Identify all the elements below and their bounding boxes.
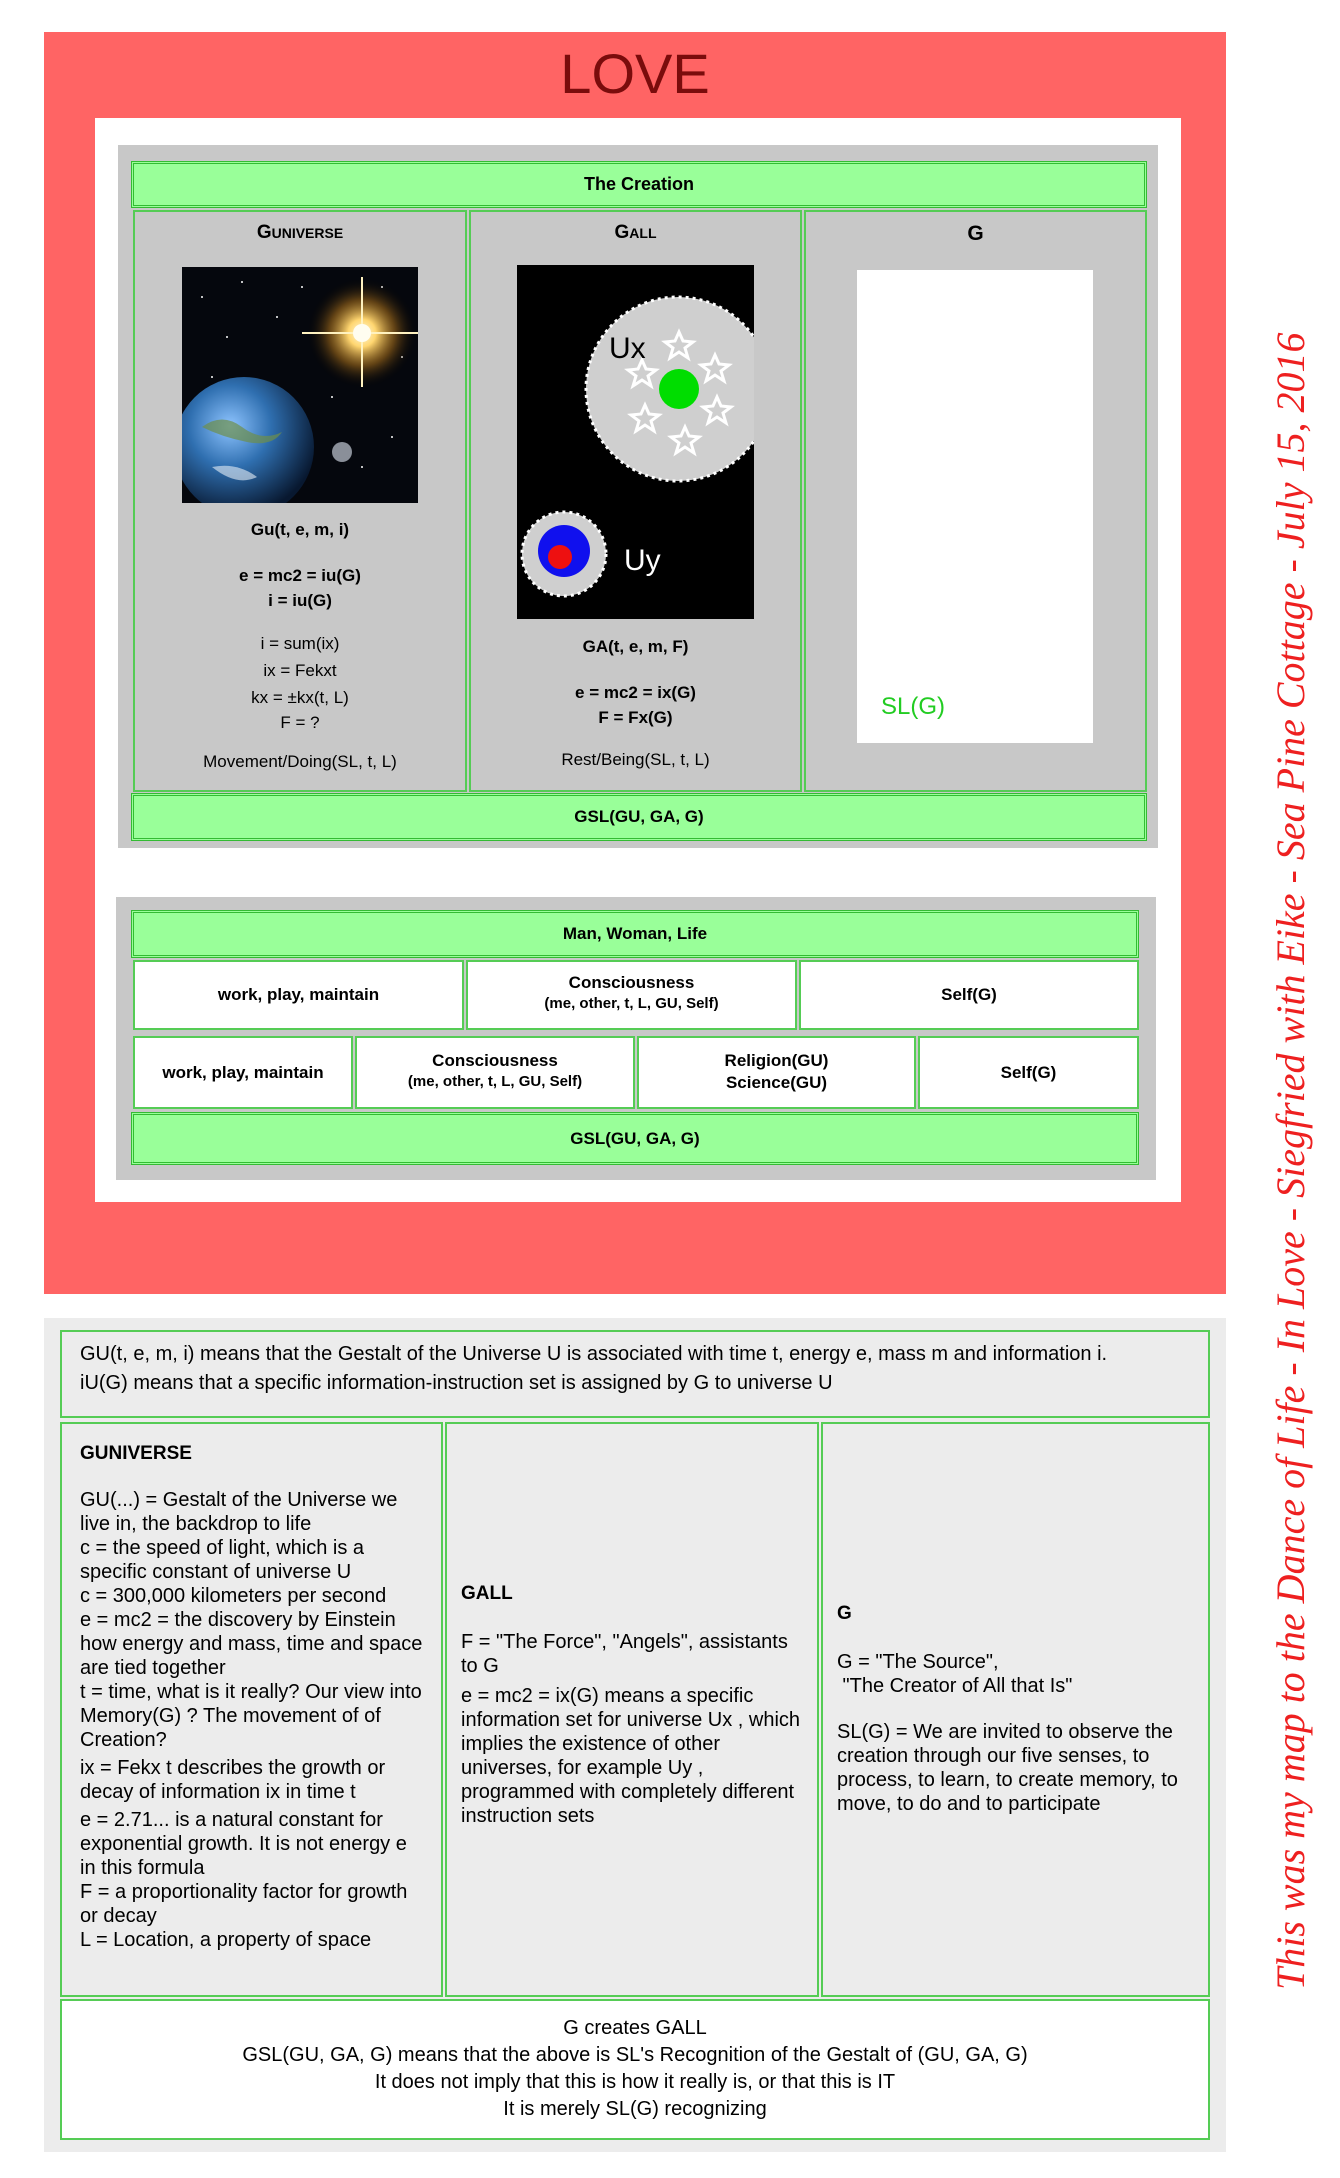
notes-intro: GU(t, e, m, i) means that the Gestalt of the Universe U is associated with time t, energy e, mass m and information i. iU(G) means that a specific information-instruction set is assigned by G to universe U: [60, 1330, 1210, 1418]
universe-title: GUNIVERSE: [256, 222, 344, 243]
universe-formula-i: i = iu(G): [268, 591, 332, 610]
all-rest-being: Rest/Being(SL, t, L): [561, 750, 710, 769]
sl-g-label: SL(G): [881, 693, 946, 720]
universe-formula-ix: ix = Fekxt: [263, 661, 337, 680]
earth-sun-image: [182, 267, 418, 503]
all-formula-g: GA(t, e, m, F): [582, 637, 689, 656]
life-footer: GSL(GU, GA, G): [131, 1112, 1139, 1165]
g-white-box: [857, 270, 1093, 743]
life-header: Man, Woman, Life: [131, 910, 1139, 958]
life-religion-science: Religion(GU) Science(GU): [637, 1036, 916, 1109]
all-formula-e: e = mc2 = ix(G): [575, 683, 696, 702]
notes-bottom: G creates GALL GSL(GU, GA, G) means that the above is SL's Recognition of the Gestalt of (GU, GA, G) It does not imply that this is how it really is, or that this is IT It is merely SL(G) recognizing: [60, 1999, 1210, 2140]
universe-formula-e: e = mc2 = iu(G): [239, 566, 361, 585]
uy-label: Uy: [624, 544, 661, 577]
ux-label: Ux: [609, 332, 646, 365]
all-formula-f: F = Fx(G): [598, 708, 673, 727]
notes-all-column: GALL F = "The Force", "Angels", assistants to G e = mc2 = ix(G) means a specific information set for universe Ux , which implies the existence of other universes, for example Uy , programmed with completely different instruction sets: [445, 1422, 819, 1997]
creation-footer: GSL(GU, GA, G): [131, 793, 1147, 841]
signature-text: This was my map to the Dance of Life - In Love - Siegfried with Eike - Sea Pine Cottage - July 15, 2016: [1268, 332, 1313, 1990]
life-consciousness-1: Consciousness (me, other, t, L, GU, Self): [466, 960, 797, 1030]
universe-formula-f: F = ?: [280, 713, 320, 732]
signature-area: [1240, 200, 1340, 2000]
universe-formula-kx: kx = ±kx(t, L): [251, 688, 349, 707]
universe-formula-sum: i = sum(ix): [260, 634, 340, 653]
universe-movement: Movement/Doing(SL, t, L): [203, 752, 397, 771]
love-title: LOVE: [560, 42, 710, 105]
creation-header: The Creation: [131, 161, 1147, 208]
notes-g-column: G G = "The Source", "The Creator of All that Is" SL(G) = We are invited to observe the creation through our five senses, to process, to learn, to create memory, to move, to do and to participate: [821, 1422, 1210, 1997]
life-self-1: Self(G): [799, 960, 1139, 1030]
life-work-play-2: work, play, maintain: [133, 1036, 353, 1109]
life-work-play-1: work, play, maintain: [133, 960, 464, 1030]
g-title: G: [967, 222, 984, 245]
all-title: GALL: [614, 222, 657, 243]
universe-formula-g: Gu(t, e, m, i): [250, 520, 350, 539]
notes-universe-column: GUNIVERSE GU(...) = Gestalt of the Universe we live in, the backdrop to life c = the speed of light, which is a specific constant of universe U c = 300,000 kilometers per second e = mc2 = the discovery by Einstein how energy and mass, time and space are tied together t = time, what is it really? Our view into Memory(G) ? The movement of of Creation? ix = Fekx t describes the growth or decay of information ix in time t e = 2.71... is a natural constant for exponential growth. It is not energy e in this formula F = a proportionality factor for growth or decay L = Location, a property of space: [60, 1422, 443, 1997]
life-self-2: Self(G): [918, 1036, 1139, 1109]
life-consciousness-2: Consciousness (me, other, t, L, GU, Self): [355, 1036, 635, 1109]
